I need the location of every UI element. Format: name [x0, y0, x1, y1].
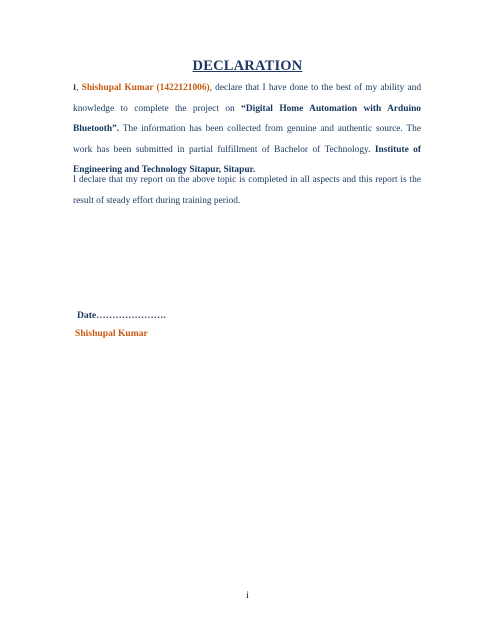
declaration-text-1: , declare that I have done to the best of my ability and knowledge to complete the project on — [73, 83, 422, 114]
pronoun-i: I — [73, 83, 77, 92]
date-field: Date…………………. — [77, 310, 166, 321]
comma-separator: , — [76, 83, 82, 93]
project-title: “Digital Home Automation with Arduino Bluetooth”. — [73, 103, 421, 134]
signature-name: Shishupal Kumar — [75, 328, 148, 339]
page-number: i — [246, 590, 249, 600]
page-title: DECLARATION — [192, 58, 303, 74]
author-name-id: Shishupal Kumar (1422121006) — [81, 83, 210, 93]
declaration-paragraph — [73, 78, 421, 181]
completion-paragraph: I declare that my report on the above topic is completed in all aspects and this report is the result of steady effort during training period. — [73, 175, 421, 206]
institute-name: Institute of Engineering and Technology Sitapur, Sitapur. — [73, 144, 421, 175]
declaration-text-2: The information has been collected from genuine and authentic source. The work has been submitted in partial fulfillment of Bachelor of Technology. — [73, 124, 421, 155]
